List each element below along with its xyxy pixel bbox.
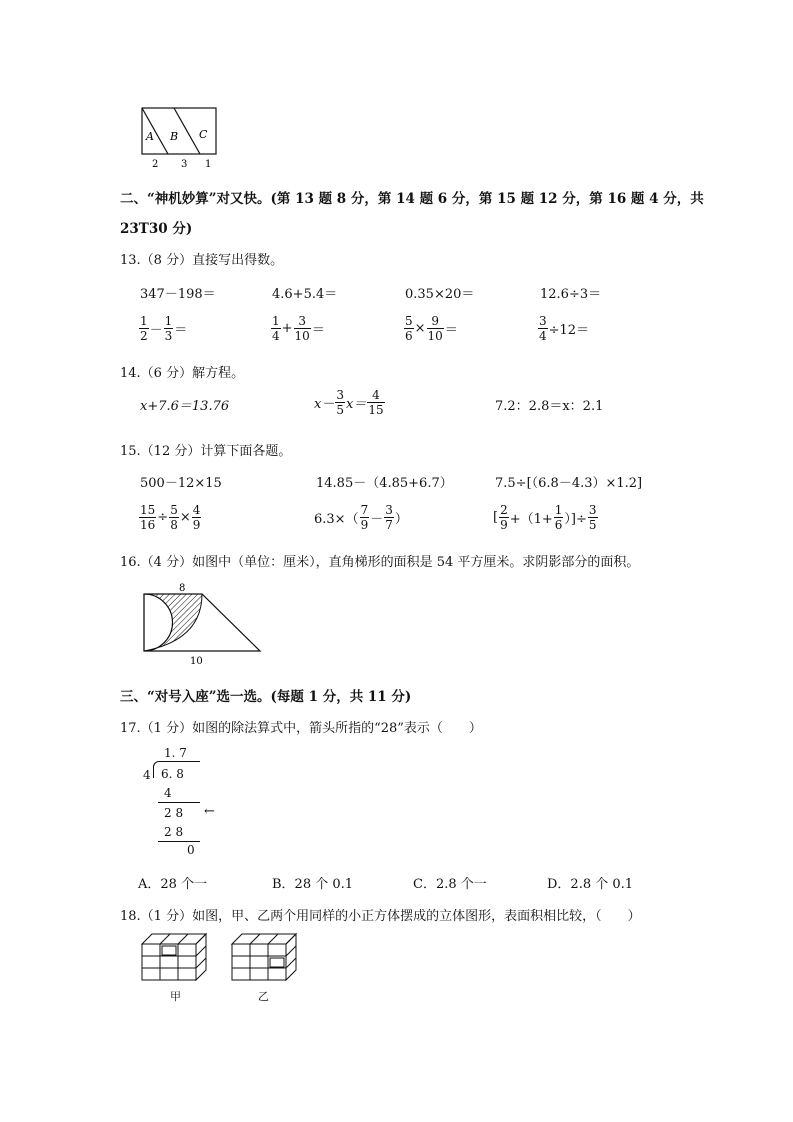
q16-label: 16.（4 分）如图中（单位：厘米），直角梯形的面积是 54 平方厘米。求阴影部分的面积。 (120, 555, 640, 570)
fig12-dim-1: 1 (205, 159, 212, 170)
q15-expr-4: $\frac{15}{16}$ ÷ $\frac{5}{8}$ × $\frac{4}{9}$ (140, 503, 201, 532)
division-rule-2 (158, 841, 200, 842)
q15-expr-6: [ $\frac{2}{9}$ +（1+ $\frac{1}{6}$ ）]÷ $\frac{3}{5}$ (493, 503, 597, 532)
division-rule-1 (158, 802, 200, 803)
q15-expr-1: 500－12×15 (140, 476, 222, 491)
cube-caption-jia: 甲 (170, 990, 181, 1003)
section2-heading-cont: 23T30 分) (120, 221, 193, 237)
q15-expr-2: 14.85－（4.85+6.7） (316, 476, 453, 491)
trapezoid-top-label: 8 (179, 583, 186, 594)
q15-label: 15.（12 分）计算下面各题。 (120, 444, 292, 459)
q13-expr-2: 4.6+5.4＝ (272, 287, 338, 302)
q17-option-d[interactable]: D．2.8 个 0.1 (547, 877, 634, 892)
q18-label: 18.（1 分）如图，甲、乙两个用同样的小正方体摆成的立体图形，表面积相比较，（ ） (120, 909, 641, 924)
fig12-label-a: A (146, 130, 154, 143)
fig12-dim-3: 3 (181, 159, 188, 170)
division-remainder-1: 2 8 (164, 806, 184, 820)
q13-expr-7: $\frac{5}{6}$ × $\frac{9}{10}$ ＝ (405, 314, 458, 343)
q13-label: 13.（8 分）直接写出得数。 (120, 253, 284, 268)
division-step-1: 4 (164, 786, 172, 800)
trapezoid-figure (138, 580, 266, 670)
cube-figure-jia (140, 932, 210, 984)
cube-caption-yi: 乙 (258, 990, 269, 1003)
q13-expr-8: $\frac{3}{4}$ ÷12＝ (539, 314, 590, 343)
q17-option-a[interactable]: A．28 个一 (138, 877, 208, 892)
q15-expr-3: 7.5÷[（6.8－4.3）×1.2] (495, 476, 643, 491)
q17-option-b[interactable]: B．28 个 0.1 (272, 877, 354, 892)
q14-eq-2: x－ $\frac{3}{5}$ x＝ $\frac{4}{15}$ (314, 388, 384, 417)
q13-expr-3: 0.35×20＝ (405, 287, 475, 302)
division-quotient: 1. 7 (164, 746, 187, 760)
division-arrow: ← (204, 804, 215, 819)
division-remainder-2: 0 (187, 843, 195, 857)
fig12-label-b: B (170, 130, 179, 143)
parallelogram-figure (138, 104, 220, 172)
q17-label: 17.（1 分）如图的除法算式中，箭头所指的“28”表示（ ） (120, 721, 482, 736)
fig12-dim-2: 2 (152, 159, 159, 170)
fig12-label-c: C (199, 128, 208, 141)
q13-expr-4: 12.6÷3＝ (540, 287, 602, 302)
division-step-2: 2 8 (164, 825, 184, 839)
section3-heading: 三、“对号入座”选一选。(每题 1 分，共 11 分) (120, 689, 412, 705)
division-divisor: 4 (143, 768, 151, 782)
trapezoid-bottom-label: 10 (190, 656, 203, 667)
cube-figure-yi (230, 932, 300, 984)
q17-option-c[interactable]: C．2.8 个一 (413, 877, 487, 892)
section2-heading: 二、“神机妙算”对又快。(第 13 题 8 分，第 14 题 6 分，第 15 题 12 分，第 16 题 4 分，共 (120, 191, 704, 207)
division-dividend: 6. 8 (161, 767, 184, 781)
q15-expr-5: 6.3×（ $\frac{7}{9}$ － $\frac{3}{7}$ ） (314, 503, 408, 532)
q14-eq-3: 7.2：2.8＝x：2.1 (495, 399, 604, 414)
q14-label: 14.（6 分）解方程。 (120, 366, 245, 381)
q14-eq-1: x+7.6＝13.76 (140, 399, 230, 414)
q13-expr-5: $\frac{1}{2}$ － $\frac{1}{3}$ ＝ (140, 314, 188, 343)
q13-expr-6: $\frac{1}{4}$ + $\frac{3}{10}$ ＝ (272, 314, 325, 343)
q13-expr-1: 347－198＝ (140, 287, 216, 302)
long-division (140, 746, 230, 858)
